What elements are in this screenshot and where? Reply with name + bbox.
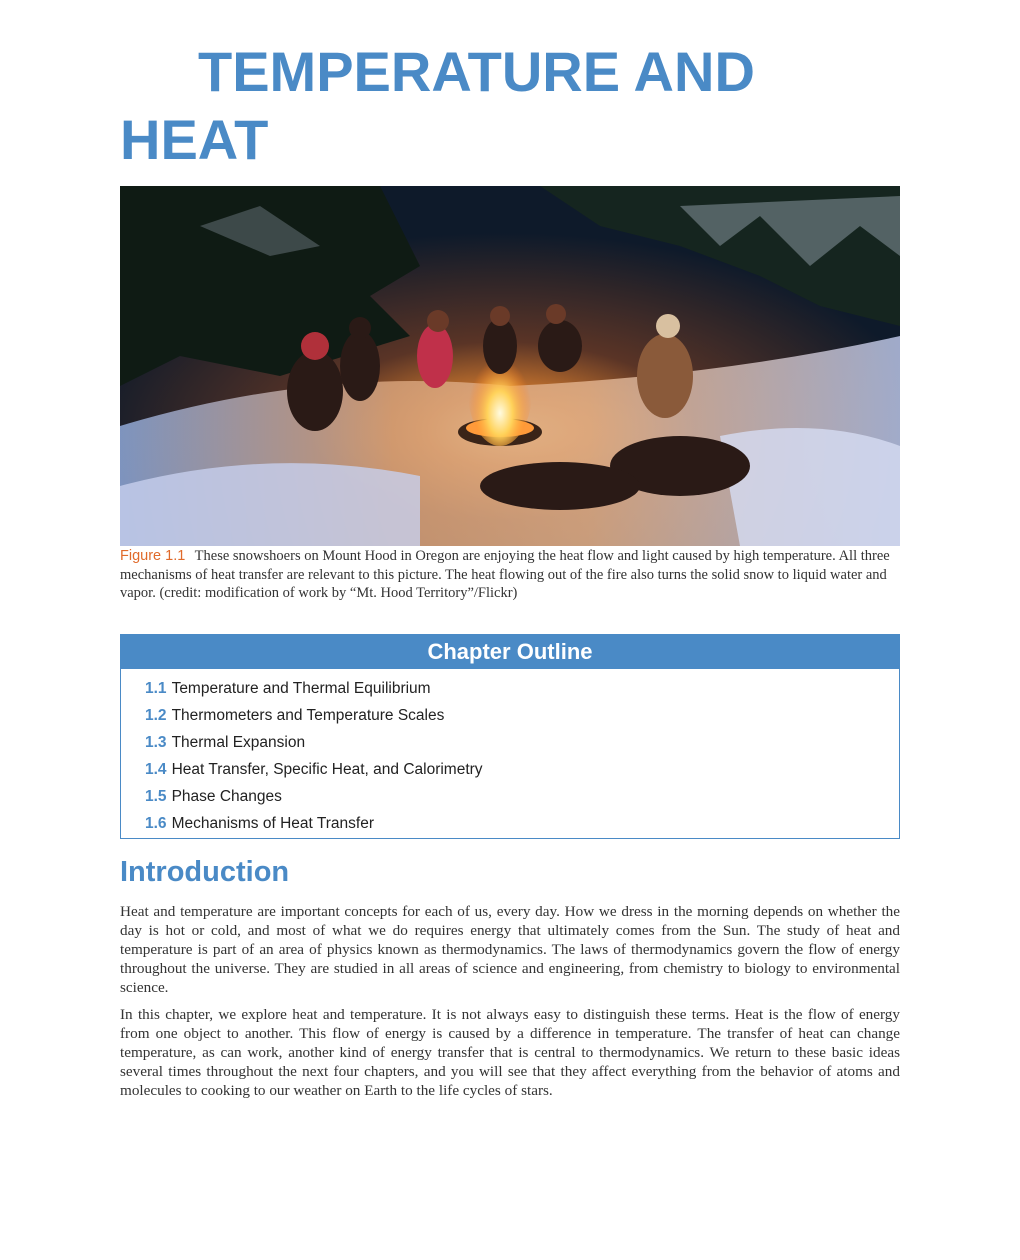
outline-item-1-6[interactable]: [145, 810, 899, 837]
outline-item-1-3[interactable]: [145, 729, 899, 756]
outline-item-label: Heat Transfer, Specific Heat, and Calorimetry: [171, 761, 483, 778]
outline-item-label: Thermometers and Temperature Scales: [171, 707, 445, 724]
figure-caption: [120, 547, 900, 603]
figure-label: Figure 1.1: [120, 548, 186, 564]
chapter-outline-heading: Chapter Outline: [121, 635, 899, 669]
intro-paragraph-2: In this chapter, we explore heat and temperature. It is not always easy to distinguish these terms. Heat is the flow of energy from one object to another. This flow of energy is caused by a difference in temperature. The transfer of heat can change temperature, as can work, another kind of energy transfer that is central to thermodynamics. We return to these basic ideas several times throughout the next four chapters, and you will see that they affect everything from the behavior of atoms and molecules to cooking to our weather on Earth to the life cycles of stars.: [120, 1006, 900, 1099]
intro-paragraph-1: Heat and temperature are important concepts for each of us, every day. How we dress in the morning depends on whether the day is hot or cold, and most of what we do requires energy that ultimately comes from the Sun. The study of heat and temperature is part of an area of physics known as thermodynamics. The laws of thermodynamics govern the flow of energy throughout the universe. They are studied in all areas of science and engineering, from chemistry to biology to environmental science.: [120, 903, 900, 996]
outline-item-number: 1.4: [145, 761, 167, 778]
outline-item-label: Mechanisms of Heat Transfer: [171, 815, 375, 832]
chapter-outline-box: [120, 634, 900, 839]
outline-item-1-1[interactable]: [145, 675, 899, 702]
campfire-photo: [120, 186, 900, 546]
chapter-title-line-2: HEAT: [120, 108, 269, 171]
outline-item-number: 1.1: [145, 680, 167, 697]
campfire-photo-illustration: [120, 186, 900, 546]
introduction-heading: Introduction: [120, 856, 290, 888]
outline-item-1-5[interactable]: [145, 783, 899, 810]
outline-item-number: 1.3: [145, 734, 167, 751]
chapter-outline-list: [121, 669, 899, 837]
outline-item-1-2[interactable]: [145, 702, 899, 729]
outline-item-label: Phase Changes: [171, 788, 282, 805]
outline-item-1-4[interactable]: [145, 756, 899, 783]
outline-item-number: 1.6: [145, 815, 167, 832]
outline-item-number: 1.2: [145, 707, 167, 724]
chapter-title-line-1: TEMPERATURE AND: [198, 40, 755, 103]
outline-item-label: Thermal Expansion: [171, 734, 306, 751]
outline-item-number: 1.5: [145, 788, 167, 805]
figure-caption-text: These snowshoers on Mount Hood in Oregon are enjoying the heat flow and light caused by high temperature. All three mechanisms of heat transfer are relevant to this picture. The heat flowing out of the fire also turns the solid snow to liquid water and vapor. (credit: modification of work by “Mt. Hood Territory”/Flickr): [120, 548, 890, 601]
chapter-title: [120, 38, 820, 174]
outline-item-label: Temperature and Thermal Equilibrium: [171, 680, 431, 697]
